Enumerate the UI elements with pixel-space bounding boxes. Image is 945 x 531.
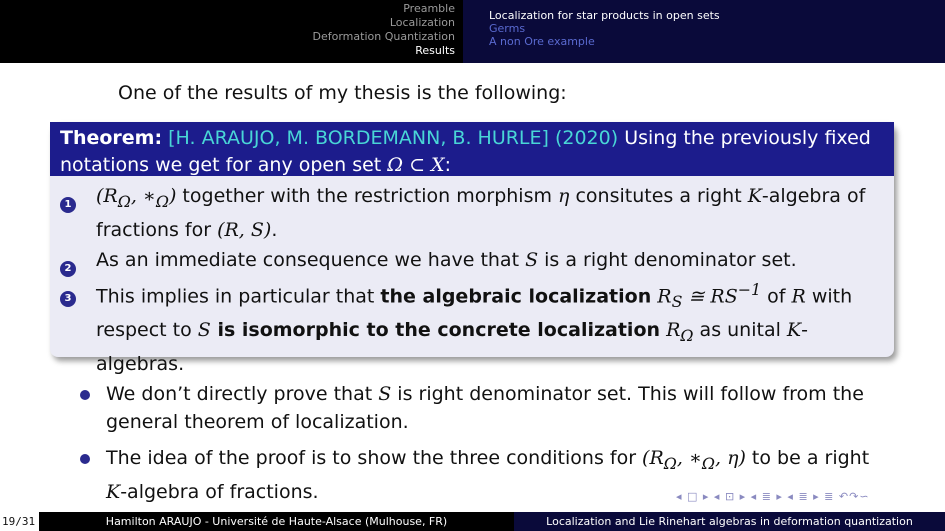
- bullet-item-2: The idea of the proof is to show the three conditions for ($R_\Omega$, $∗_\Omega$, η) to be a right K-algebra of fractions.: [80, 444, 890, 506]
- section-navigation: [0, 0, 463, 63]
- theorem-block: [50, 122, 894, 375]
- theorem-statement-math: Ω ⊂ X: [387, 154, 445, 176]
- enum-marker-1: 1: [60, 187, 82, 205]
- subsection-link-localization-star-products[interactable]: Localization for star products in open sets: [489, 9, 720, 22]
- bullet-marker: [80, 380, 106, 436]
- section-link-deformation-quantization[interactable]: Deformation Quantization: [312, 30, 455, 43]
- header-bar: [0, 0, 945, 63]
- bullet-marker: [80, 444, 106, 506]
- enum-marker-3: 3: [60, 281, 82, 299]
- subsection-navigation: [463, 0, 945, 63]
- enum-marker-2: 2: [60, 251, 82, 269]
- theorem-authors: [H. ARAUJO, M. BORDEMANN, B. HURLE] (2020): [168, 127, 619, 149]
- subsection-link-non-ore-example[interactable]: A non Ore example: [489, 35, 595, 48]
- footer-author: Hamilton ARAUJO - Université de Haute-Alsace (Mulhouse, FR): [39, 512, 514, 531]
- footer-bar: [0, 512, 945, 531]
- section-link-preamble[interactable]: Preamble: [403, 2, 455, 15]
- theorem-body: [50, 176, 894, 386]
- theorem-label: Theorem:: [60, 127, 163, 149]
- theorem-statement: Using the previously fixed notations we get for any open set: [60, 127, 871, 176]
- section-link-results[interactable]: Results: [415, 44, 455, 57]
- beamer-navigation-icons[interactable]: ◂ □ ▸ ◂ ⊡ ▸ ◂ ≣ ▸ ◂ ≣ ▸ ≣ ↶↷∽: [676, 490, 870, 503]
- theorem-item-1: 1 ($R_\Omega$, $∗_\Omega$) together with the restriction morphism η consitutes a right K-algebra of fractions for (R, S).: [60, 182, 884, 244]
- page-number: 19/31: [0, 512, 39, 531]
- theorem-statement-end: :: [444, 154, 451, 176]
- theorem-item-2: 2 As an immediate consequence we have that S is a right denominator set.: [60, 246, 884, 274]
- footer-title: Localization and Lie Rinehart algebras in deformation quantization: [514, 512, 945, 531]
- theorem-item-3: 3 This implies in particular that the algebraic localization $R_S$ ≅ $RS^{-1}$ of R with respect to S is isomorphic to the concrete localization $R_\Omega$ as unital K-algebras.: [60, 276, 884, 378]
- bullet-item-1: We don’t directly prove that S is right denominator set. This will follow from the general theorem of localization.: [80, 380, 890, 436]
- subsection-link-germs[interactable]: Germs: [489, 22, 526, 35]
- section-link-localization[interactable]: Localization: [389, 16, 455, 29]
- theorem-header: [50, 122, 894, 176]
- intro-text: One of the results of my thesis is the following:: [118, 82, 567, 104]
